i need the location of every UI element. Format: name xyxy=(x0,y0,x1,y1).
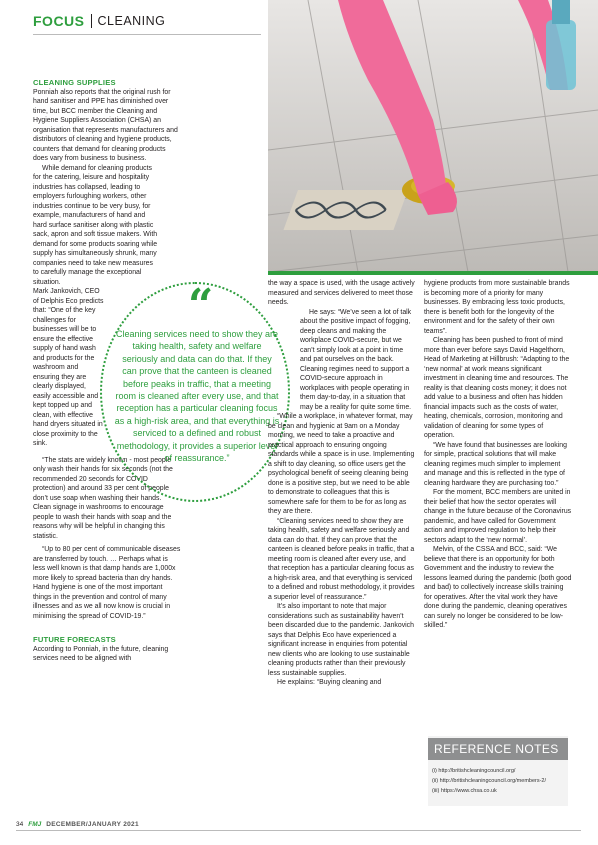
paragraph: “Cleaning services need to show they are taking health, safety and welfare seriously and data can do that. If they can prove that the canteen is cleaned before peaks in traffic, that a meeting room is cleaned after every use, and that reception has a particular cleaning focus as a high-risk area, and that everything is serviced to a defined and robust methodology, it provides a superior level of reassurance.” xyxy=(268,517,415,601)
reference-notes-title: REFERENCE NOTES xyxy=(428,738,568,760)
header-divider xyxy=(91,14,92,28)
page-footer xyxy=(16,821,139,828)
photo-accent-bar xyxy=(268,271,598,275)
issue-date: DECEMBER/JANUARY 2021 xyxy=(46,821,139,828)
paragraph: Cleaning has been pushed to front of mind more than ever before says David Hagelthorn, Head of Marketing at Hillbrush: “Adapting to the ‘new normal’ at work means significant investment in cleaning time and resources. The reality is that cleaning costs money; it does not add value to a business and often has hidden financial impacts such as the costs of water, heating, chemicals, corrosion, monitoring and validation of cleaning for some types of operation. xyxy=(424,337,570,439)
paragraph: While demand for cleaning products for the catering, leisure and hospitality industries has collapsed, leading to employers furloughing workers, other industries continue to be very busy, for example, manufacturers of hand and hard surface sanitiser along with plastic sack, apron and soft tissue makers. With demand for some products soaring while supply has simultaneously shrunk, many companies need to take new measures to carefully manage the exceptional situation. xyxy=(33,164,158,286)
reference-link[interactable]: (i) http://britishcleaningcouncil.org/ xyxy=(432,768,516,774)
reference-link[interactable]: (ii) http://britishcleaningcouncil.org/members-2/ xyxy=(432,778,547,784)
reference-link[interactable]: (iii) https://www.chsa.co.uk xyxy=(432,788,497,794)
footer-rule xyxy=(16,830,581,831)
paragraph: “While a workplace, in whatever format, may be clean and hygienic at 9am on a Monday morning, we need to take a proactive and practical approach to ensuring ongoing standards while a space is in use. Implementing a shift to day cleaning, so office users get the psychological benefit of seeing cleaning being done is a positive step, but we need to be able to demonstrate to colleagues that this is somewhere safe for them to be for as long as they are there. xyxy=(268,413,415,515)
cleaning-photo xyxy=(268,0,598,272)
paragraph: Ponniah also reports that the original rush for hand sanitiser and PPE has diminished over time, but BCC member the Cleaning and Hygiene Suppliers Association (CHSA) an organisation that represents manufacturers and distributors of cleaning and hygiene products, counters that demand for cleaning products does vary from business to business. xyxy=(33,88,178,162)
paragraph: “The stats are widely known - most people only wash their hands for six seconds (not the recommended 20 seconds for COVID protection) and around 33 per cent of people don’t use soap when washing their hands. Clean signage in washrooms to encourage people to wash their hands with soap and the reasons why will be helpful in changing this statistic. xyxy=(33,456,173,540)
paragraph: For the moment, BCC members are united in their belief that how the sector operates will change in the future because of the Coronavirus pandemic, and have called for Government action and improved regulation to help their sectors adapt to the ‘new normal’. xyxy=(424,489,572,544)
pull-quote-text: Cleaning services need to show they are taking health, safety and welfare seriously and data can do that. If they can prove that the canteen is cleaned before peaks in traffic, that a meeting room is cleaned after every use, and that reception has a particular cleaning focus as a high-risk area, and that everything is serviced to a defined and robust methodology, it provides a superior level of reassurance.” xyxy=(114,329,280,464)
heading-future-forecasts: FUTURE FORECASTS xyxy=(33,635,116,644)
paragraph: “Up to 80 per cent of communicable diseases are transferred by touch. … Perhaps what is less well known is that damp hands are 1,000x more likely to spread bacteria than dry hands. Hand hygiene is one of the most important things in the prevention and control of many illnesses and as we all now know is crucial in minimising the spread of COVID-19.” xyxy=(33,546,181,620)
paragraph: “We have found that businesses are looking for simple, practical solutions that will make cleaning regimes much simpler to implement and manage and this is reflected in the type of cleaning hardware they are purchasing too.” xyxy=(424,441,567,487)
reference-list xyxy=(432,766,546,796)
section-header xyxy=(33,10,165,32)
paragraph: It’s also important to note that major considerations such as sustainability haven’t been discarded due to the pandemic. Jankovich says that Delphis Eco have experienced a significant increase in enquiries from potential new clients who are looking to use sustainable cleaning products rather than their previously less sustainable supplies. xyxy=(268,603,414,677)
paragraph: the way a space is used, with the usage actively measured and services delivered to meet those needs. xyxy=(268,280,415,306)
column-2 xyxy=(268,279,416,688)
page-number: 34 xyxy=(16,821,24,828)
pull-quote xyxy=(110,280,282,500)
paragraph: He says: “We’ve seen a lot of talk about the positive impact of fogging, deep cleans and making the workplace COVID-secure, but we can’t simply look at a point in time and pat ourselves on the back. Cleaning regimes need to support a COVID-secure approach in workplaces with people operating in them day-to-day, in a situation that may be a reality for quite some time. xyxy=(300,308,412,411)
paragraph: Melvin, of the CSSA and BCC, said: “We believe that there is an opportunity for both Government and the industry to review the lessons learned during the pandemic (both good and bad) to collectively increase skills training for operatives. After the vital work they have done during the pandemic, cleaning operatives can surely no longer be considered to be low-skilled.” xyxy=(424,546,572,629)
heading-cleaning-supplies: CLEANING SUPPLIES xyxy=(33,78,116,87)
column-3 xyxy=(424,279,572,631)
section-label: FOCUS xyxy=(33,13,85,29)
paragraph: hygiene products from more sustainable brands is becoming more of a priority for many businesses. By embracing less toxic products, there is benefit both for the longevity of the environment and for the safety of their own teams”. xyxy=(424,280,570,335)
paragraph: Mark Jankovich, CEO of Delphis Eco predicts that: “One of the key challenges for businesses will be to ensure the effective supply of hand wash and products for the washroom and ensuring they are clearly displayed, easily accessible and kept topped up and clean, with effective hand dryers situated in close proximity to the sink. xyxy=(33,288,104,447)
paragraph: According to Ponniah, in the future, cleaning services need to be aligned with xyxy=(33,645,169,662)
header-rule xyxy=(33,34,261,35)
quote-mark-icon: “ xyxy=(188,280,214,331)
magazine-name: FMJ xyxy=(28,821,42,828)
cleaning-photo-illustration xyxy=(268,0,598,272)
subsection-label: CLEANING xyxy=(97,14,166,28)
paragraph: He explains: “Buying cleaning and xyxy=(277,679,382,686)
